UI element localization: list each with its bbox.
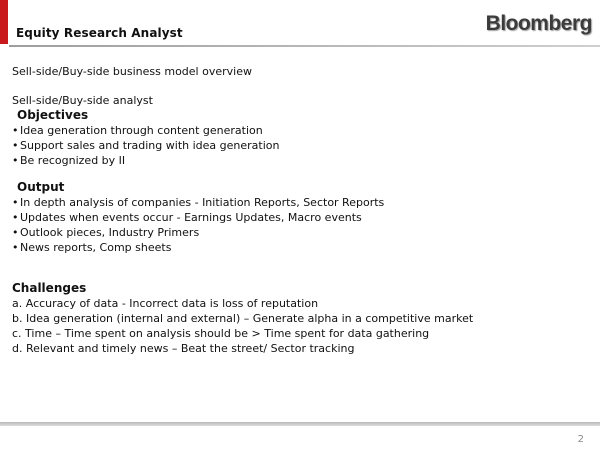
challenges-heading: Challenges (12, 281, 87, 295)
bloomberg-logo: Bloomberg (485, 12, 592, 35)
page-number: 2 (577, 434, 584, 445)
header-accent-bar (0, 0, 8, 44)
slide-title: Equity Research Analyst (16, 26, 183, 40)
output-item: • Outlook pieces, Industry Primers (12, 225, 592, 240)
slide-content (12, 64, 592, 356)
output-item: • Updates when events occur - Earnings Updates, Macro events (12, 210, 592, 225)
challenges-item: d. Relevant and timely news – Beat the street/ Sector tracking (12, 342, 355, 355)
analyst-line: Sell-side/Buy-side analyst (12, 94, 153, 107)
output-heading: Output (17, 180, 65, 194)
challenges-item: c. Time – Time spent on analysis should be > Time spent for data gathering (12, 327, 430, 340)
objectives-item: • Be recognized by II (12, 153, 592, 168)
header-divider (9, 45, 600, 47)
output-item: • News reports, Comp sheets (12, 240, 592, 255)
output-item: • In depth analysis of companies - Initiation Reports, Sector Reports (12, 195, 592, 210)
objectives-item: • Idea generation through content generation (12, 123, 592, 138)
footer-divider (0, 422, 600, 426)
objectives-heading: Objectives (17, 108, 89, 122)
objectives-item: • Support sales and trading with idea generation (12, 138, 592, 153)
challenges-item: a. Accuracy of data - Incorrect data is loss of reputation (12, 297, 319, 310)
challenges-item: b. Idea generation (internal and external) – Generate alpha in a competitive market (12, 312, 474, 325)
overview-line: Sell-side/Buy-side business model overview (12, 65, 252, 78)
